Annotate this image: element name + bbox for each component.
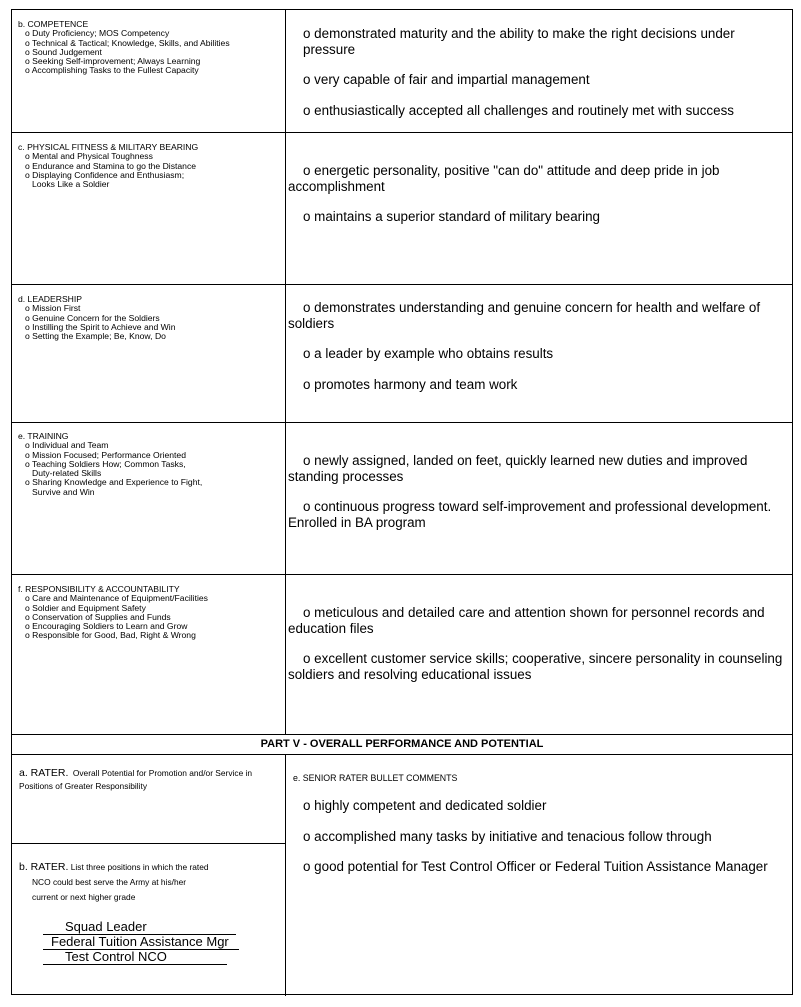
- senior-rater-bullets: [288, 798, 788, 875]
- physical-fitness-criteria: [18, 143, 280, 189]
- row-divider: [12, 284, 792, 285]
- part-v-title: PART V - OVERALL PERFORMANCE AND POTENTIAL: [260, 738, 544, 750]
- row-divider: [12, 574, 792, 575]
- position-field[interactable]: Test Control NCO: [43, 949, 227, 965]
- bullet-comment: o maintains a superior standard of military bearing: [288, 209, 788, 225]
- bullet-comment: o demonstrates understanding and genuine concern for health and welfare of soldiers: [288, 300, 788, 331]
- column-divider: [285, 10, 286, 734]
- section-title: d. LEADERSHIP: [18, 294, 82, 304]
- criteria-item: o Setting the Example; Be, Know, Do: [18, 332, 280, 341]
- rater-b-block: [19, 860, 281, 905]
- bullet-comment: o very capable of fair and impartial management: [288, 72, 788, 88]
- bullet-comment: o highly competent and dedicated soldier: [288, 798, 788, 814]
- leadership-bullets: [288, 300, 788, 392]
- bullet-comment: o promotes harmony and team work: [288, 377, 788, 393]
- section-title: b. COMPETENCE: [18, 19, 89, 29]
- rater-a-desc: Overall Potential for Promotion and/or Service in Positions of Greater Responsibility: [19, 768, 253, 791]
- criteria-item: o Genuine Concern for the Soldiers: [18, 314, 280, 323]
- rater-divider: [12, 843, 285, 844]
- bullet-comment: o excellent customer service skills; cooperative, sincere personality in counseling soldiers and resolving educational issues: [288, 651, 788, 682]
- criteria-item: o Endurance and Stamina to go the Distance: [18, 162, 280, 171]
- criteria-item: o Mission First: [18, 304, 280, 313]
- section-title: f. RESPONSIBILITY & ACCOUNTABILITY: [18, 584, 180, 594]
- bullet-comment: o newly assigned, landed on feet, quickly learned new duties and improved standing processes: [288, 453, 788, 484]
- competence-bullets: [288, 26, 788, 118]
- rater-a-block: [19, 766, 281, 792]
- column-divider: [285, 754, 286, 996]
- row-divider: [12, 132, 792, 133]
- criteria-item: o Mission Focused; Performance Oriented: [18, 451, 280, 460]
- responsibility-bullets: [288, 605, 788, 682]
- position-field[interactable]: Federal Tuition Assistance Mgr: [43, 934, 239, 950]
- criteria-item: o Accomplishing Tasks to the Fullest Capacity: [18, 66, 280, 75]
- criteria-item: o Sharing Knowledge and Experience to Fight, Survive and Win: [18, 478, 227, 497]
- section-title: c. PHYSICAL FITNESS & MILITARY BEARING: [18, 142, 199, 152]
- row-divider: [12, 754, 792, 755]
- competence-criteria: [18, 20, 280, 76]
- responsibility-criteria: [18, 585, 280, 641]
- criteria-item: o Technical & Tactical; Knowledge, Skills, and Abilities: [18, 39, 280, 48]
- training-criteria: [18, 432, 280, 497]
- criteria-item: o Seeking Self-improvement; Always Learning: [18, 57, 280, 66]
- training-bullets: [288, 453, 788, 530]
- rater-b-head: b. RATER.: [19, 861, 69, 873]
- criteria-item: o Instilling the Spirit to Achieve and Win: [18, 323, 280, 332]
- rater-b-desc: List three positions in which the rated: [70, 862, 209, 872]
- criteria-item: o Sound Judgement: [18, 48, 280, 57]
- bullet-comment: o demonstrated maturity and the ability to make the right decisions under pressure: [288, 26, 788, 57]
- criteria-item: o Teaching Soldiers How; Common Tasks, Duty-related Skills: [18, 460, 207, 479]
- evaluation-form: [11, 9, 793, 995]
- criteria-item: o Duty Proficiency; MOS Competency: [18, 29, 280, 38]
- senior-rater-label: e. SENIOR RATER BULLET COMMENTS: [293, 773, 458, 783]
- leadership-criteria: [18, 295, 280, 341]
- criteria-item: o Individual and Team: [18, 441, 280, 450]
- section-title: e. TRAINING: [18, 431, 69, 441]
- physical-fitness-bullets: [288, 163, 788, 225]
- criteria-item: o Responsible for Good, Bad, Right & Wrong: [18, 631, 280, 640]
- criteria-item: o Care and Maintenance of Equipment/Facilities: [18, 594, 280, 603]
- criteria-item: o Soldier and Equipment Safety: [18, 604, 280, 613]
- bullet-comment: o a leader by example who obtains results: [288, 346, 788, 362]
- rater-b-desc-line: current or next higher grade: [32, 892, 136, 902]
- criteria-item: o Encouraging Soldiers to Learn and Grow: [18, 622, 280, 631]
- criteria-item: o Mental and Physical Toughness: [18, 152, 280, 161]
- bullet-comment: o enthusiastically accepted all challenges and routinely met with success: [288, 103, 788, 119]
- bullet-comment: o energetic personality, positive "can do" attitude and deep pride in job accomplishment: [288, 163, 788, 194]
- bullet-comment: o accomplished many tasks by initiative and tenacious follow through: [288, 829, 788, 845]
- bullet-comment: o good potential for Test Control Officer or Federal Tuition Assistance Manager: [288, 859, 788, 875]
- position-field[interactable]: Squad Leader: [43, 919, 236, 935]
- criteria-item: o Displaying Confidence and Enthusiasm; Looks Like a Soldier: [18, 171, 202, 190]
- bullet-comment: o continuous progress toward self-improvement and professional development. Enrolled in BA program: [288, 499, 788, 530]
- bullet-comment: o meticulous and detailed care and attention shown for personnel records and education files: [288, 605, 788, 636]
- rater-b-desc-line: NCO could best serve the Army at his/her: [32, 877, 187, 887]
- row-divider: [12, 422, 792, 423]
- rater-a-head: a. RATER.: [19, 767, 69, 779]
- criteria-item: o Conservation of Supplies and Funds: [18, 613, 280, 622]
